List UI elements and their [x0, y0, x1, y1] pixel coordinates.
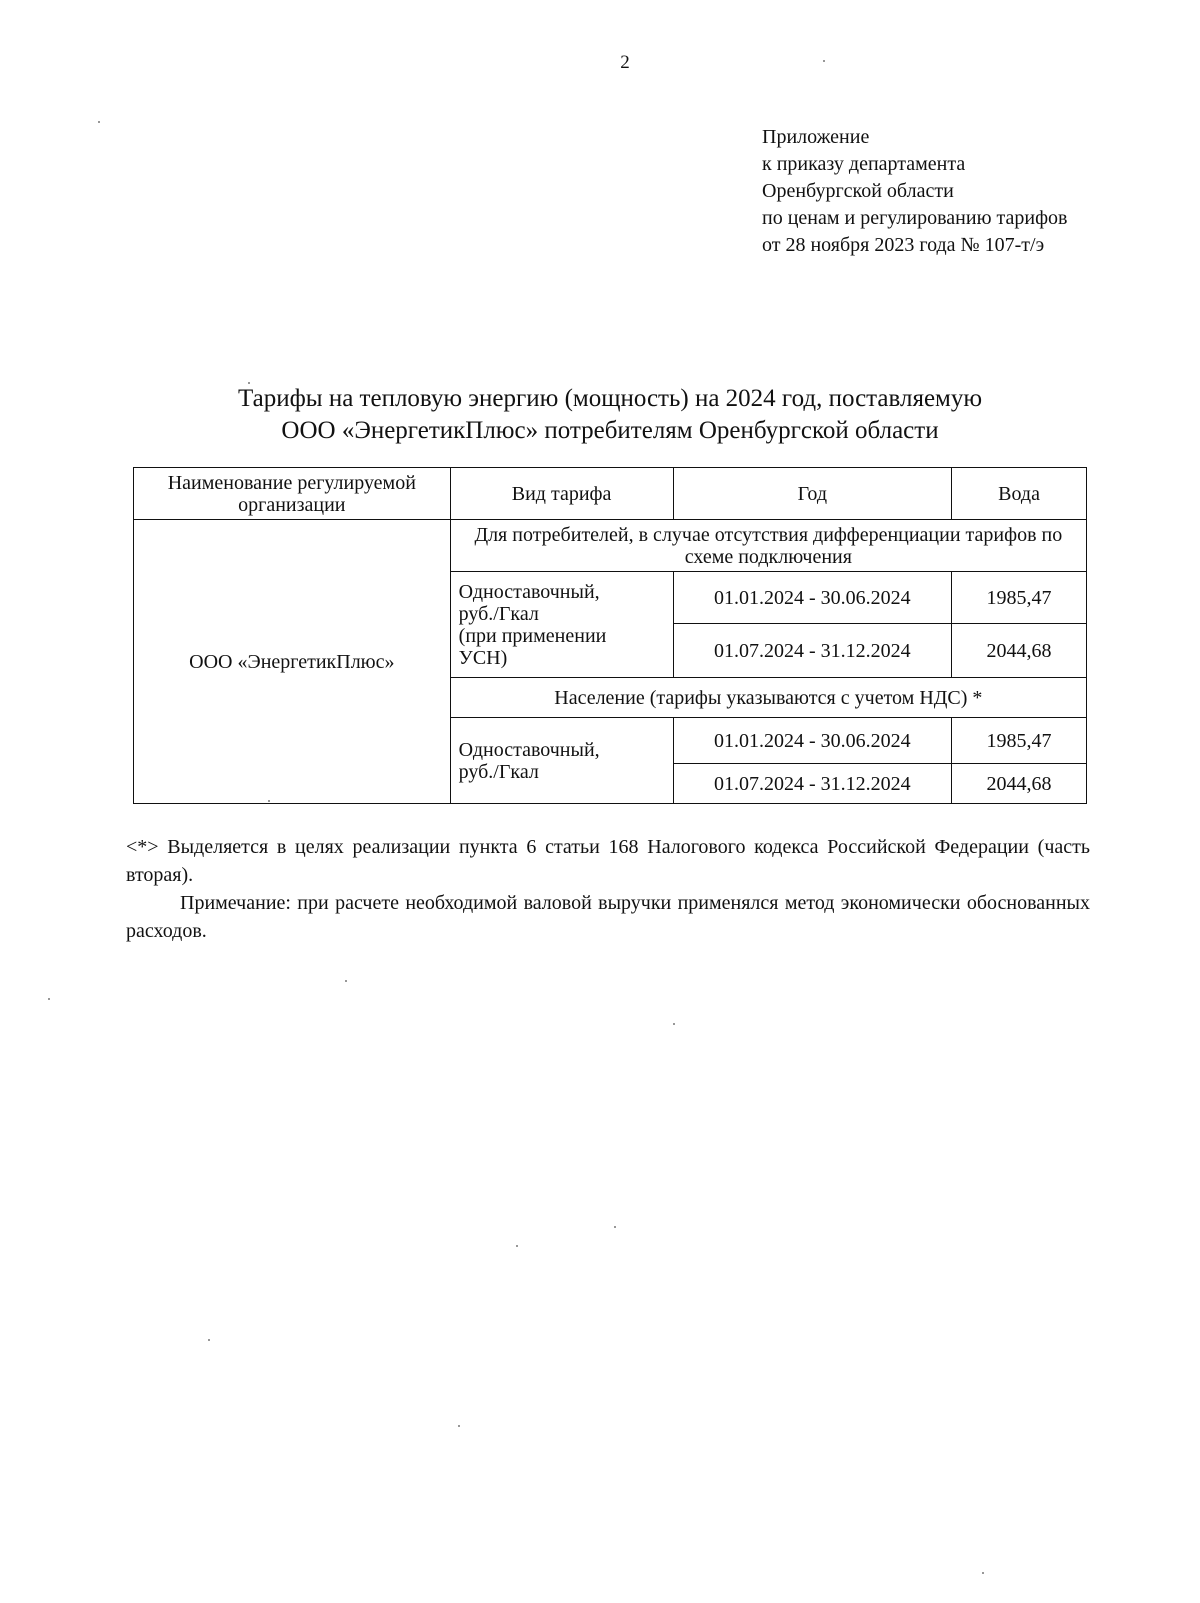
scan-speck — [345, 980, 347, 982]
tariff-type-cell — [450, 572, 673, 678]
tariff-type-line: УСН) — [458, 646, 508, 669]
scan-speck — [614, 1226, 616, 1228]
scan-speck — [268, 800, 270, 802]
tariff-type-line: руб./Гкал — [458, 760, 539, 783]
scan-speck — [516, 1245, 518, 1247]
page-number: 2 — [620, 52, 630, 73]
period-cell: 01.01.2024 - 30.06.2024 — [673, 572, 952, 624]
organization-cell: ООО «ЭнергетикПлюс» — [134, 520, 451, 804]
tariff-table — [133, 467, 1087, 804]
scan-speck — [458, 1425, 460, 1427]
section-row — [134, 520, 1087, 572]
scan-speck — [48, 998, 50, 1000]
scan-speck — [98, 121, 100, 123]
period-cell: 01.01.2024 - 30.06.2024 — [673, 718, 952, 764]
header-water: Вода — [952, 468, 1087, 520]
document-title — [130, 383, 1090, 447]
section-title-population: Население (тарифы указываются с учетом НДС) * — [450, 678, 1086, 718]
tariff-type-line: (при применении — [458, 624, 607, 647]
asterisk-footnote: <*> Выделяется в целях реализации пункта 6 статьи 168 Налогового кодекса Российской Федерации (часть вторая). — [126, 836, 1090, 886]
scan-speck — [823, 60, 825, 62]
title-line: Тарифы на тепловую энергию (мощность) на 2024 год, поставляемую — [237, 385, 983, 412]
scan-speck — [673, 1023, 675, 1025]
scan-speck — [208, 1339, 210, 1341]
tariff-type-cell — [450, 718, 673, 804]
appendix-line: Оренбургской области — [762, 180, 954, 202]
tariff-type-line: руб./Гкал — [458, 602, 539, 625]
appendix-header — [762, 124, 1067, 259]
period-cell: 01.07.2024 - 31.12.2024 — [673, 624, 952, 678]
tariff-type-line: Одноставочный, — [458, 580, 600, 603]
value-cell: 1985,47 — [952, 718, 1087, 764]
appendix-line: к приказу департамента — [762, 153, 966, 175]
header-tariff-type: Вид тарифа — [450, 468, 673, 520]
header-year: Год — [673, 468, 952, 520]
value-cell: 2044,68 — [952, 764, 1087, 804]
appendix-line: Приложение — [762, 126, 870, 148]
value-cell: 2044,68 — [952, 624, 1087, 678]
title-line: ООО «ЭнергетикПлюс» потребителям Оренбургской области — [281, 417, 939, 444]
footnotes — [126, 833, 1090, 945]
appendix-line: по ценам и регулированию тарифов — [762, 207, 1068, 229]
period-cell: 01.07.2024 - 31.12.2024 — [673, 764, 952, 804]
value-cell: 1985,47 — [952, 572, 1087, 624]
tariff-type-line: Одноставочный, — [458, 738, 600, 761]
note-paragraph: Примечание: при расчете необходимой валовой выручки применялся метод экономически обоснованных расходов. — [126, 892, 1090, 942]
header-organization: Наименование регулируемой организации — [134, 468, 451, 520]
appendix-line: от 28 ноября 2023 года № 107-т/э — [762, 234, 1045, 256]
table-header-row — [134, 468, 1087, 520]
section-title-consumers: Для потребителей, в случае отсутствия дифференциации тарифов по схеме подключения — [450, 520, 1086, 572]
scan-speck — [248, 382, 250, 384]
scan-speck — [982, 1572, 984, 1574]
